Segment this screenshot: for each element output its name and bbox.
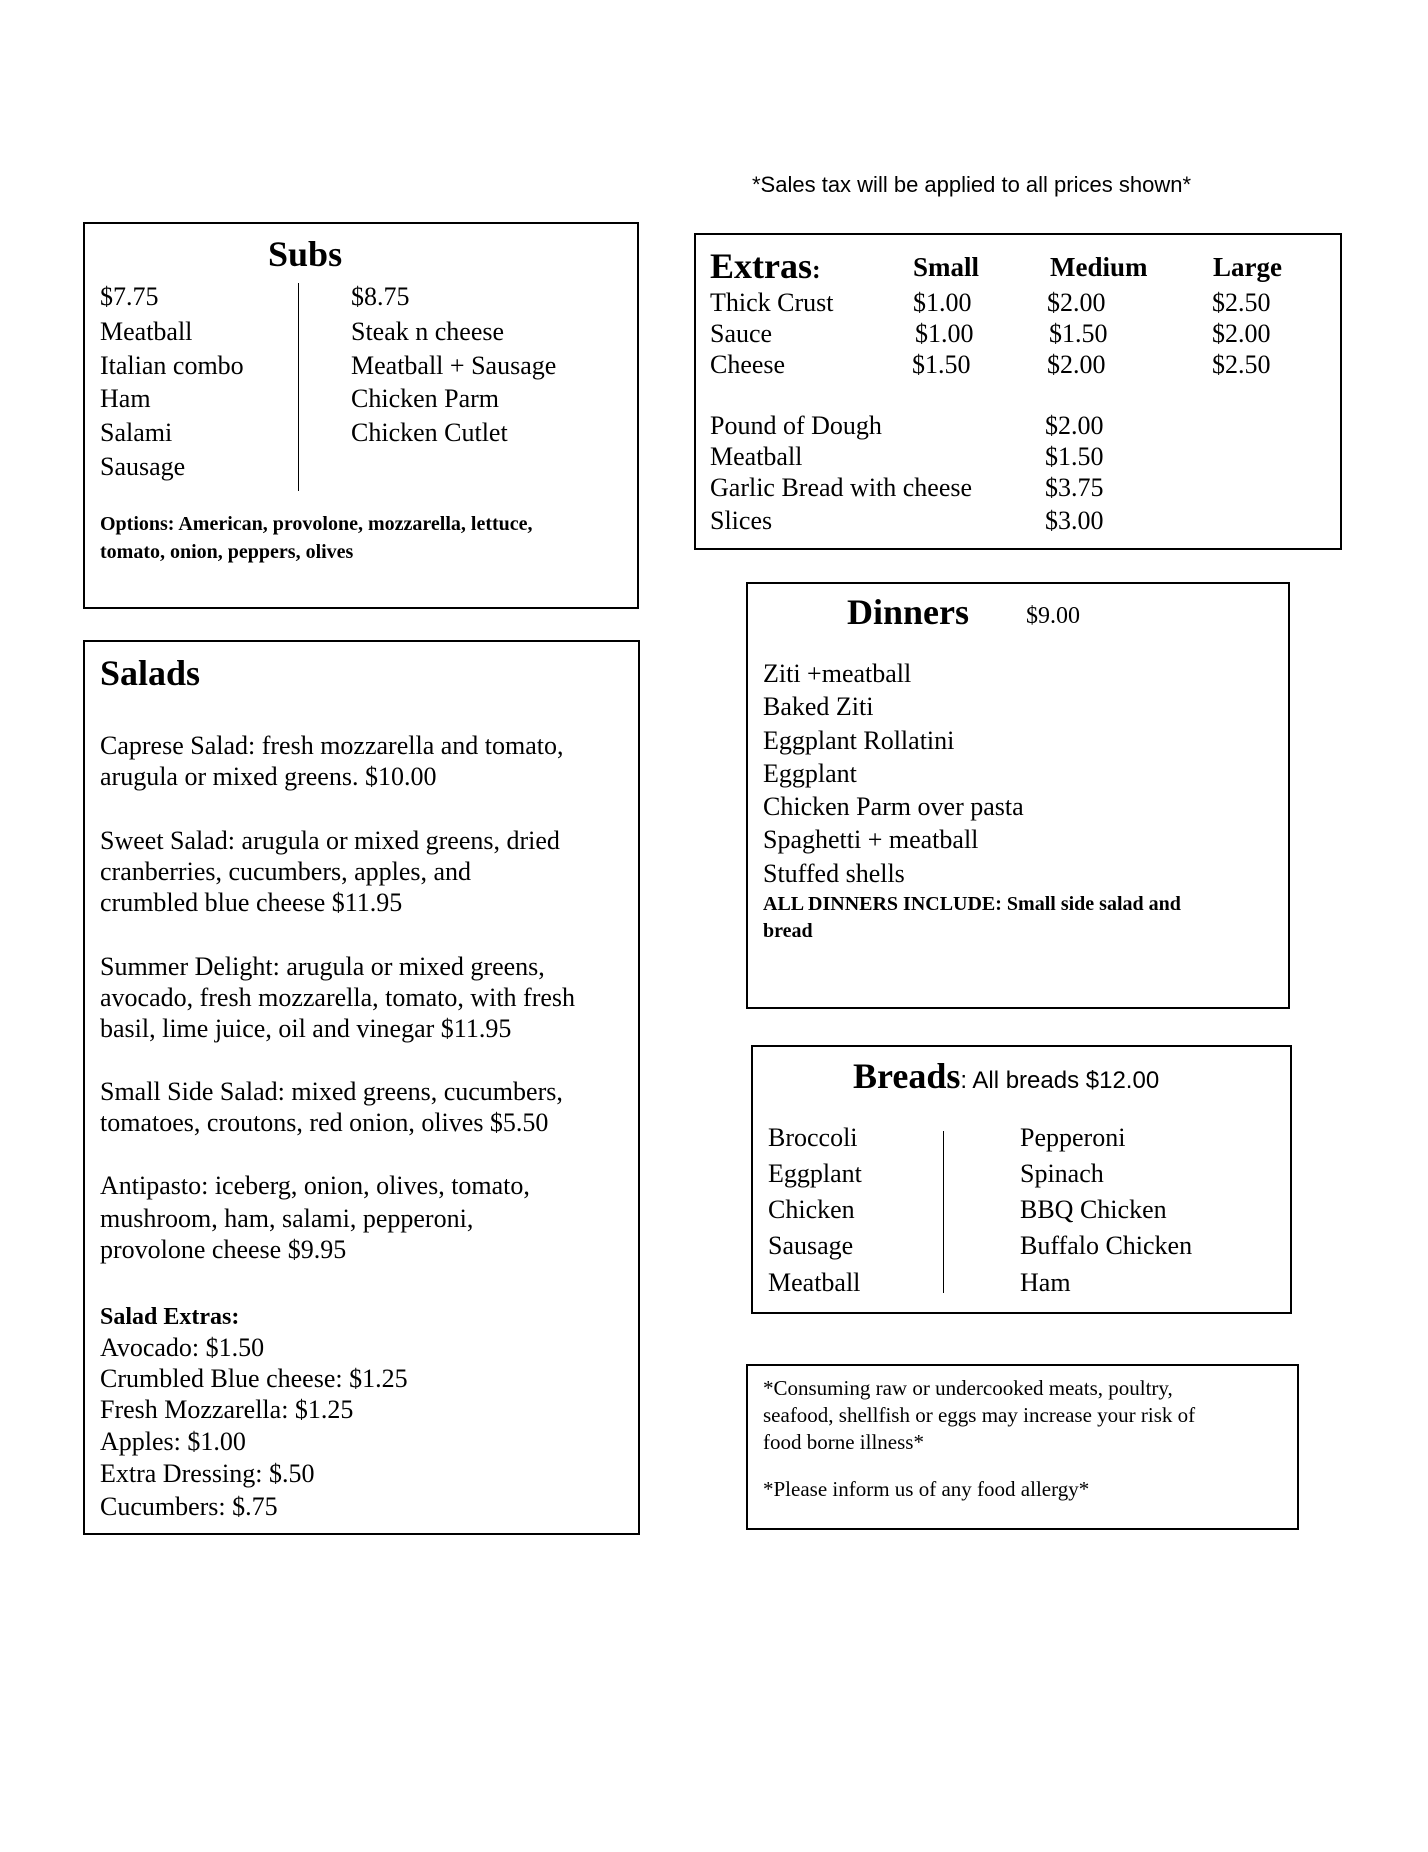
- subs-price-775: $7.75: [100, 282, 159, 311]
- subs-item: Sausage: [100, 452, 186, 481]
- extras-header-medium: Medium: [1050, 252, 1148, 282]
- dinners-note: ALL DINNERS INCLUDE: Small side salad and: [763, 893, 1181, 915]
- extras-title-text: Extras: [710, 246, 812, 286]
- bread-item: Spinach: [1020, 1159, 1104, 1188]
- bread-item: Sausage: [768, 1231, 854, 1260]
- dinner-item: Stuffed shells: [763, 859, 905, 888]
- salad-item: tomatoes, croutons, red onion, olives $5.50: [100, 1108, 549, 1137]
- salad-extra-item: Avocado: $1.50: [100, 1333, 265, 1362]
- subs-price-875: $8.75: [351, 282, 410, 311]
- subs-title: Subs: [268, 234, 343, 274]
- salad-item: arugula or mixed greens. $10.00: [100, 762, 437, 791]
- extras-price-large: $2.00: [1212, 319, 1271, 348]
- salad-extra-item: Extra Dressing: $.50: [100, 1459, 315, 1488]
- extras-header-small: Small: [913, 252, 980, 282]
- extras-price-small: $1.00: [915, 319, 974, 348]
- salad-item: Caprese Salad: fresh mozzarella and tomato,: [100, 731, 564, 760]
- sales-tax-note: *Sales tax will be applied to all prices shown*: [752, 172, 1192, 197]
- extras-price-medium: $1.50: [1049, 319, 1108, 348]
- dinner-item: Chicken Parm over pasta: [763, 792, 1024, 821]
- breads-heading: [853, 1055, 1159, 1097]
- salads-title: Salads: [100, 653, 201, 693]
- salad-extra-item: Crumbled Blue cheese: $1.25: [100, 1364, 408, 1393]
- salad-item: Summer Delight: arugula or mixed greens,: [100, 952, 545, 981]
- extras-price-large: $2.50: [1212, 350, 1271, 379]
- extras-item-name: Slices: [710, 506, 773, 535]
- dinner-item: Baked Ziti: [763, 692, 874, 721]
- subs-item: Chicken Cutlet: [351, 418, 508, 447]
- subs-item: Meatball + Sausage: [351, 351, 557, 380]
- dinner-item: Ziti +meatball: [763, 659, 912, 688]
- dinners-title: Dinners: [847, 592, 970, 632]
- dinner-item: Eggplant Rollatini: [763, 726, 955, 755]
- subs-options: tomato, onion, peppers, olives: [100, 541, 354, 563]
- extras-price-small: $1.00: [913, 288, 972, 317]
- bread-item: Buffalo Chicken: [1020, 1231, 1193, 1260]
- dinner-item: Spaghetti + meatball: [763, 825, 979, 854]
- subs-item: Ham: [100, 384, 151, 413]
- extras-price-small: $1.50: [912, 350, 971, 379]
- bread-item: Pepperoni: [1020, 1123, 1126, 1152]
- salad-extra-item: Cucumbers: $.75: [100, 1492, 278, 1521]
- extras-price: $3.75: [1045, 473, 1104, 502]
- bread-item: Meatball: [768, 1268, 861, 1297]
- extras-price: $1.50: [1045, 442, 1104, 471]
- salad-item: provolone cheese $9.95: [100, 1235, 347, 1264]
- subs-item: Steak n cheese: [351, 317, 505, 346]
- bread-item: Broccoli: [768, 1123, 858, 1152]
- health-notice-line: *Consuming raw or undercooked meats, poultry,: [763, 1376, 1173, 1400]
- salad-item: Sweet Salad: arugula or mixed greens, dried: [100, 826, 560, 855]
- extras-header-large: Large: [1213, 252, 1282, 282]
- breads-subtitle: : All breads $12.00: [960, 1067, 1160, 1094]
- extras-title-colon: :: [812, 255, 821, 284]
- extras-price: $3.00: [1045, 506, 1104, 535]
- salad-extra-item: Fresh Mozzarella: $1.25: [100, 1395, 354, 1424]
- subs-item: Meatball: [100, 317, 193, 346]
- dinners-price: $9.00: [1026, 603, 1080, 629]
- extras-item-name: Cheese: [710, 350, 786, 379]
- extras-price-medium: $2.00: [1047, 350, 1106, 379]
- bread-item: BBQ Chicken: [1020, 1195, 1167, 1224]
- salad-item: mushroom, ham, salami, pepperoni,: [100, 1204, 474, 1233]
- health-notice-line: food borne illness*: [763, 1430, 924, 1454]
- salad-item: crumbled blue cheese $11.95: [100, 888, 403, 917]
- extras-price-medium: $2.00: [1047, 288, 1106, 317]
- breads-title: Breads: [853, 1056, 961, 1096]
- salad-extras-title: Salad Extras:: [100, 1304, 240, 1330]
- bread-item: Chicken: [768, 1195, 855, 1224]
- salad-extra-item: Apples: $1.00: [100, 1427, 246, 1456]
- salad-item: cranberries, cucumbers, apples, and: [100, 857, 472, 886]
- allergy-notice: *Please inform us of any food allergy*: [763, 1477, 1090, 1501]
- salad-item: Antipasto: iceberg, onion, olives, tomato,: [100, 1171, 530, 1200]
- extras-price-large: $2.50: [1212, 288, 1271, 317]
- extras-price: $2.00: [1045, 411, 1104, 440]
- subs-column-divider: [298, 283, 299, 491]
- extras-title: [710, 245, 821, 287]
- bread-item: Ham: [1020, 1268, 1071, 1297]
- dinners-note: bread: [763, 920, 813, 942]
- subs-item: Salami: [100, 418, 173, 447]
- extras-item-name: Meatball: [710, 442, 803, 471]
- extras-item-name: Sauce: [710, 319, 773, 348]
- subs-options: Options: American, provolone, mozzarella, lettuce,: [100, 513, 533, 535]
- extras-item-name: Pound of Dough: [710, 411, 882, 440]
- subs-item: Italian combo: [100, 351, 244, 380]
- salad-item: basil, lime juice, oil and vinegar $11.95: [100, 1014, 512, 1043]
- dinner-item: Eggplant: [763, 759, 857, 788]
- extras-item-name: Thick Crust: [710, 288, 834, 317]
- extras-item-name: Garlic Bread with cheese: [710, 473, 973, 502]
- salad-item: Small Side Salad: mixed greens, cucumbers,: [100, 1077, 563, 1106]
- bread-item: Eggplant: [768, 1159, 862, 1188]
- salad-item: avocado, fresh mozzarella, tomato, with fresh: [100, 983, 576, 1012]
- breads-column-divider: [943, 1131, 944, 1293]
- subs-item: Chicken Parm: [351, 384, 500, 413]
- health-notice-line: seafood, shellfish or eggs may increase your risk of: [763, 1403, 1196, 1427]
